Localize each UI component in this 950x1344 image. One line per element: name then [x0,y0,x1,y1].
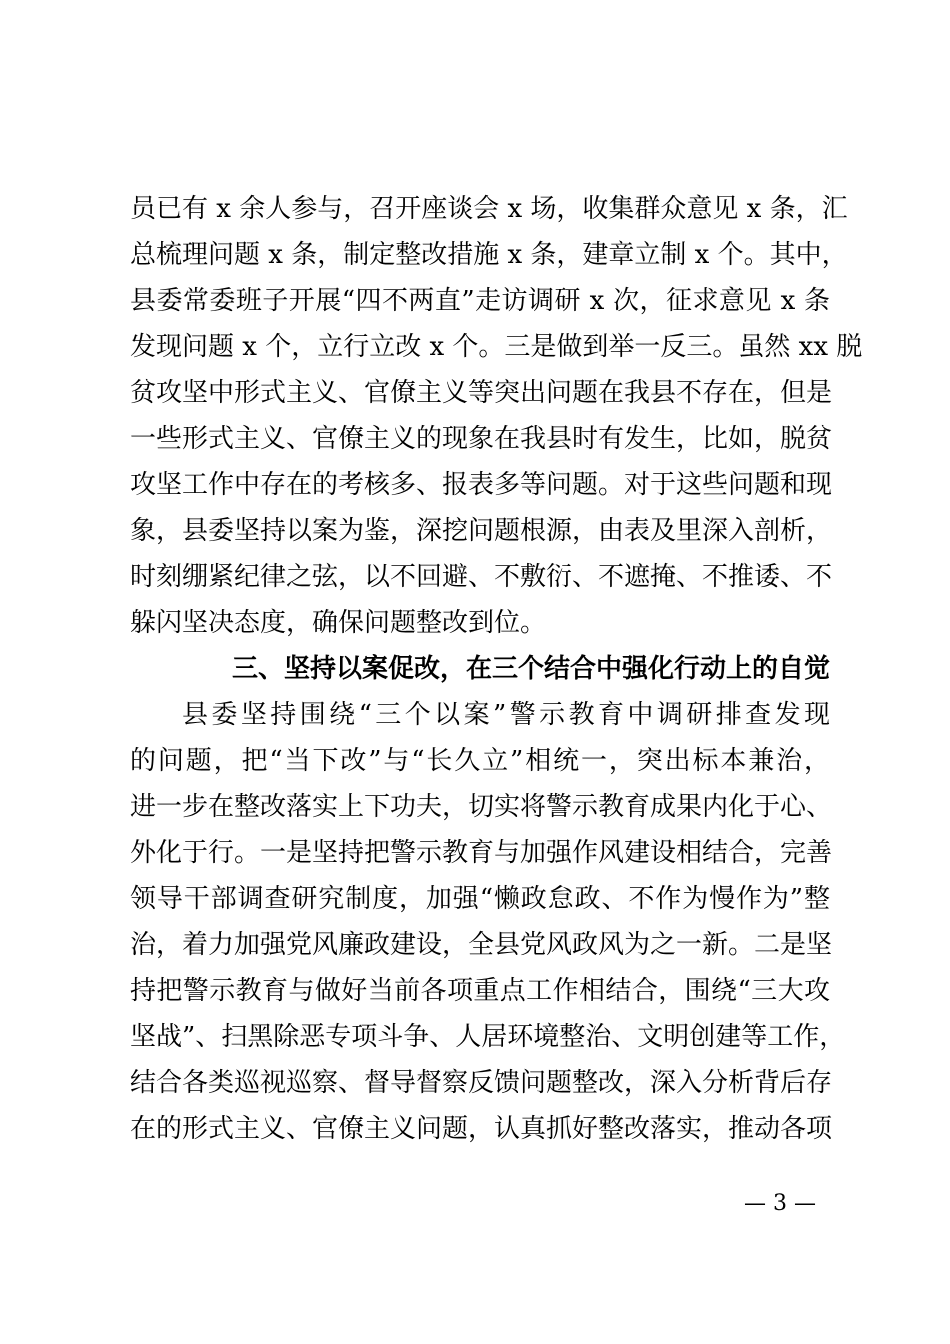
paragraph-line: 贫攻坚中形式主义、官僚主义等突出问题在我县不存在，但是 [130,378,833,408]
paragraph-line: 坚战”、扫黑除恶专项斗争、人居环境整治、文明创建等工作， [130,1022,846,1052]
section-heading: 三、坚持以案促改，在三个结合中强化行动上的自觉 [232,654,831,684]
paragraph-line: 在的形式主义、官僚主义问题，认真抓好整改落实，推动各项 [130,1114,833,1144]
paragraph-line: 持把警示教育与做好当前各项重点工作相结合，围绕“三大攻 [130,976,830,1006]
paragraph-line: 县委坚持围绕“三个以案”警示教育中调研排查发现 [182,700,830,730]
paragraph-line: 象，县委坚持以案为鉴，深挖问题根源，由表及里深入剖析， [130,516,833,546]
paragraph-line: 领导干部调查研究制度，加强“懒政怠政、不作为慢作为”整 [130,884,830,914]
paragraph-line: 的问题，把“当下改”与“长久立”相统一，突出标本兼治， [130,746,830,776]
paragraph-line: 发现问题 x 个，立行立改 x 个。三是做到举一反三。虽然 xx 脱 [130,332,863,362]
paragraph-line: 一些形式主义、官僚主义的现象在我县时有发生，比如，脱贫 [130,424,833,454]
paragraph-line: 县委常委班子开展“四不两直”走访调研 x 次，征求意见 x 条 [130,286,830,316]
paragraph-line: 躲闪坚决态度，确保问题整改到位。 [130,608,547,638]
page-number: — 3 — [744,1191,816,1216]
paragraph-line: 攻坚工作中存在的考核多、报表多等问题。对于这些问题和现 [130,470,833,500]
paragraph-line: 外化于行。一是坚持把警示教育与加强作风建设相结合，完善 [130,838,833,868]
paragraph-line: 员已有 x 余人参与，召开座谈会 x 场，收集群众意见 x 条，汇 [130,194,848,224]
paragraph-line: 进一步在整改落实上下功夫，切实将警示教育成果内化于心、 [130,792,833,822]
paragraph-line: 时刻绷紧纪律之弦，以不回避、不敷衍、不遮掩、不推诿、不 [130,562,833,592]
paragraph-line: 总梳理问题 x 条，制定整改措施 x 条，建章立制 x 个。其中， [130,240,848,270]
paragraph-line: 治，着力加强党风廉政建设，全县党风政风为之一新。二是坚 [130,930,833,960]
paragraph-line: 结合各类巡视巡察、督导督察反馈问题整改，深入分析背后存 [130,1068,833,1098]
